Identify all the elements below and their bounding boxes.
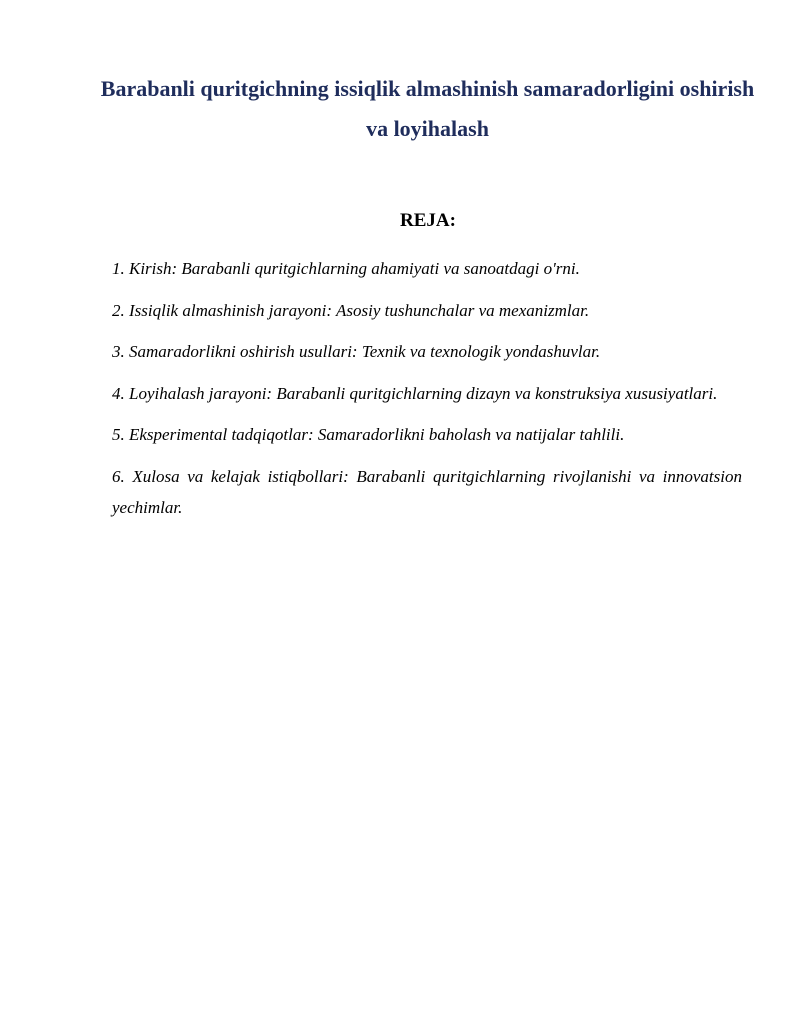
plan-heading: REJA: <box>400 210 456 231</box>
plan-item: 5. Eksperimental tadqiqotlar: Samaradorlikni baholash va natijalar tahlili. <box>112 425 625 444</box>
plan-item: 3. Samaradorlikni oshirish usullari: Texnik va texnologik yondashuvlar. <box>112 342 601 361</box>
document-title: Barabanli quritgichning issiqlik almashinish samaradorligini oshirish va loyihalash <box>100 76 755 141</box>
plan-list <box>112 253 742 534</box>
plan-item: 6. Xulosa va kelajak istiqbollari: Barabanli quritgichlarning rivojlanishi va innovatsion yechimlar. <box>112 466 742 517</box>
plan-item: 2. Issiqlik almashinish jarayoni: Asosiy tushunchalar va mexanizmlar. <box>112 300 590 320</box>
plan-item: 1. Kirish: Barabanli quritgichlarning ahamiyati va sanoatdagi o'rni. <box>112 259 580 278</box>
plan-item: 4. Loyihalash jarayoni: Barabanli quritgichlarning dizayn va konstruksiya xususiyatlari. <box>112 383 718 403</box>
